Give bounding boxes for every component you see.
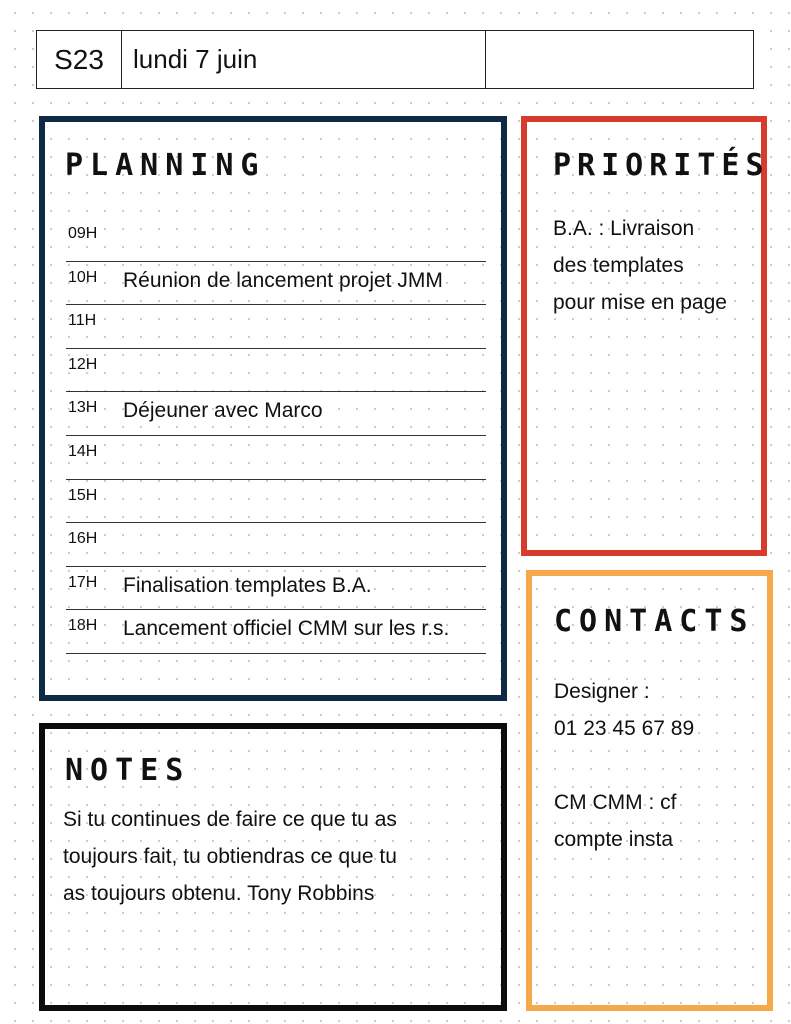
time-slot	[66, 567, 486, 611]
slot-event: Finalisation templates B.A.	[123, 573, 372, 597]
slot-hour: 17H	[68, 573, 98, 591]
slot-hour: 09H	[68, 225, 98, 242]
planning-box	[39, 116, 507, 701]
slot-hour: 18H	[68, 617, 98, 635]
priorities-title: PRIORITÉS	[553, 148, 770, 183]
time-slot	[66, 480, 486, 524]
slot-hour: 12H	[68, 355, 98, 373]
planning-title: PLANNING	[65, 148, 266, 183]
notes-text: Si tu continues de faire ce que tu as toujours fait, tu obtiendras ce que tu as toujours obtenu. Tony Robbins	[63, 808, 397, 905]
slot-hour: 11H	[68, 312, 97, 330]
week-number: S23	[37, 31, 122, 88]
slot-event: Lancement officiel CMM sur les r.s.	[123, 617, 450, 641]
time-slot	[66, 392, 486, 436]
time-slot	[66, 262, 486, 306]
slot-event: Déjeuner avec Marco	[123, 399, 323, 423]
day-date: lundi 7 juin	[122, 31, 486, 88]
priorities-box	[521, 116, 770, 556]
slot-hour: 13H	[68, 399, 98, 417]
time-slot	[66, 610, 486, 654]
time-slot	[66, 218, 486, 262]
time-slot	[66, 523, 486, 567]
slot-hour: 14H	[68, 442, 98, 460]
priorities-text: B.A. : Livraison des templates pour mise en page	[553, 217, 727, 314]
contacts-text: Designer : 01 23 45 67 89 CM CMM : cf compte insta	[554, 680, 695, 851]
time-slot	[66, 349, 486, 393]
slot-hour: 15H	[68, 486, 98, 504]
slot-hour: 16H	[68, 530, 98, 548]
slot-hour: 10H	[68, 268, 98, 286]
contacts-box	[526, 570, 773, 1011]
notes-title: NOTES	[65, 753, 191, 788]
contacts-title: CONTACTS	[554, 604, 755, 639]
slot-event: Réunion de lancement projet JMM	[123, 268, 443, 292]
date-header	[36, 30, 754, 89]
time-slot	[66, 436, 486, 480]
notes-box	[39, 723, 507, 1011]
time-slot	[66, 305, 486, 349]
header-blank-cell	[486, 31, 753, 88]
planning-slots	[66, 218, 486, 654]
